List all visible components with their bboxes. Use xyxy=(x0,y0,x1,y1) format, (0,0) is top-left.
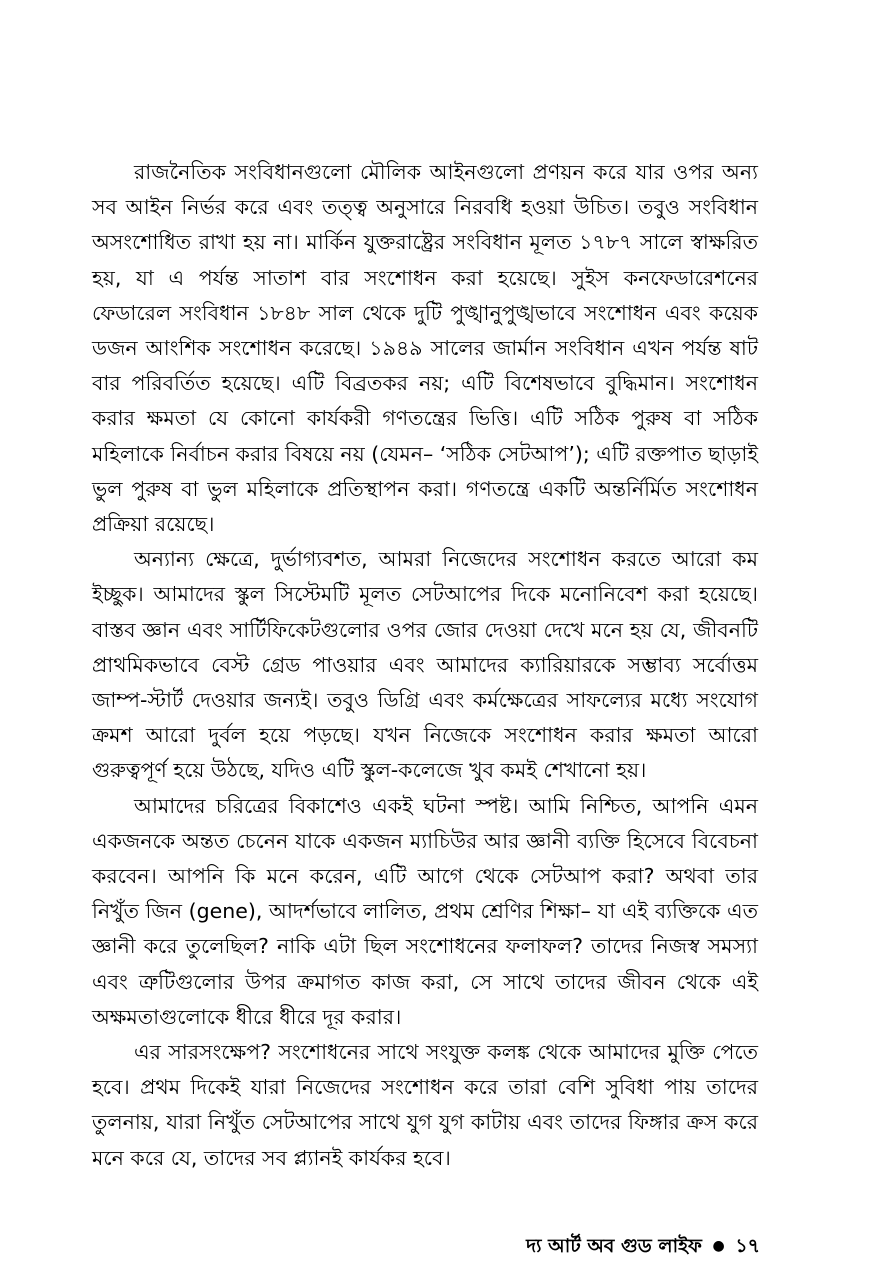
page-footer xyxy=(526,1232,760,1264)
running-title: দ্য আর্ট অব গুড লাইফ xyxy=(526,1235,702,1257)
bullet-separator: ● xyxy=(712,1238,725,1254)
paragraph: রাজনৈতিক সংবিধানগুলো মৌলিক আইনগুলো প্রণয়ন করে যার ওপর অন্য সব আইন নির্ভর করে এবং তত্ত্ব অনুসারে নিরবধি হওয়া উচিত। তবুও সংবিধান অসংশোধিত রাখা হয় না। মার্কিন যুক্তরাষ্ট্রের সংবিধান মূলত ১৭৮৭ সালে স্বাক্ষরিত হয়, যা এ পর্যন্ত সাতাশ বার সংশোধন করা হয়েছে। সুইস কনফেডারেশনের ফেডারেল সংবিধান ১৮৪৮ সাল থেকে দুটি পুঙ্খানুপুঙ্খভাবে সংশোধন এবং কয়েক ডজন আংশিক সংশোধন করেছে। ১৯৪৯ সালের জার্মান সংবিধান এখন পর্যন্ত ষাট বার পরিবর্তিত হয়েছে। এটি বিব্রতকর নয়; এটি বিশেষভাবে বুদ্ধিমান। সংশোধন করার ক্ষমতা যে কোনো কার্যকরী গণতন্ত্রের ভিত্তি। এটি সঠিক পুরুষ বা সঠিক মহিলাকে নির্বাচন করার বিষয়ে নয় (যেমন– ‘সঠিক সেটআপ’); এটি রক্তপাত ছাড়াই ভুল পুরুষ বা ভুল মহিলাকে প্রতিস্থাপন করা। গণতন্ত্রে একটি অন্তর্নির্মিত সংশোধন প্রক্রিয়া রয়েছে। xyxy=(92,160,758,537)
paragraph: অন্যান্য ক্ষেত্রে, দুর্ভাগ্যবশত, আমরা নিজেদের সংশোধন করতে আরো কম ইচ্ছুক। আমাদের স্কুল সিস্টেমটি মূলত সেটআপের দিকে মনোনিবেশ করা হয়েছে। বাস্তব জ্ঞান এবং সার্টিফিকেটগুলোর ওপর জোর দেওয়া দেখে মনে হয় যে, জীবনটি প্রাথমিকভাবে বেস্ট গ্রেড পাওয়ার এবং আমাদের ক্যারিয়ারকে সম্ভাব্য সর্বোত্তম জাম্প-স্টার্ট দেওয়ার জন্যই। তবুও ডিগ্রি এবং কর্মক্ষেত্রের সাফল্যের মধ্যে সংযোগ ক্রমশ আরো দুর্বল হয়ে পড়ছে। যখন নিজেকে সংশোধন করার ক্ষমতা আরো গুরুত্বপূর্ণ হয়ে উঠছে, যদিও এটি স্কুল-কলেজে খুব কমই শেখানো হয়। xyxy=(92,547,758,783)
paragraph: আমাদের চরিত্রের বিকাশেও একই ঘটনা স্পষ্ট। আমি নিশ্চিত, আপনি এমন একজনকে অন্তত চেনেন যাকে একজন ম্যাচিউর আর জ্ঞানী ব্যক্তি হিসেবে বিবেচনা করবেন। আপনি কি মনে করেন, এটি আগে থেকে সেটআপ করা? অথবা তার নিখুঁত জিন (gene), আদর্শভাবে লালিত, প্রথম শ্রেণির শিক্ষা– যা এই ব্যক্তিকে এত জ্ঞানী করে তুলেছিল? নাকি এটা ছিল সংশোধনের ফলাফল? তাদের নিজস্ব সমস্যা এবং ত্রুটিগুলোর উপর ক্রমাগত কাজ করা, সে সাথে তাদের জীবন থেকে এই অক্ষমতাগুলোকে ধীরে ধীরে দূর করার। xyxy=(92,793,758,1029)
body-text xyxy=(92,155,758,1176)
paragraph: এর সারসংক্ষেপ? সংশোধনের সাথে সংযুক্ত কলঙ্ক থেকে আমাদের মুক্তি পেতে হবে। প্রথম দিকেই যারা নিজেদের সংশোধন করে তারা বেশি সুবিধা পায় তাদের তুলনায়, যারা নিখুঁত সেটআপের সাথে যুগ যুগ কাটায় এবং তাদের ফিঙ্গার ক্রস করে মনে করে যে, তাদের সব প্ল্যানই কার্যকর হবে। xyxy=(92,1040,758,1170)
page-number: ১৭ xyxy=(735,1235,760,1257)
